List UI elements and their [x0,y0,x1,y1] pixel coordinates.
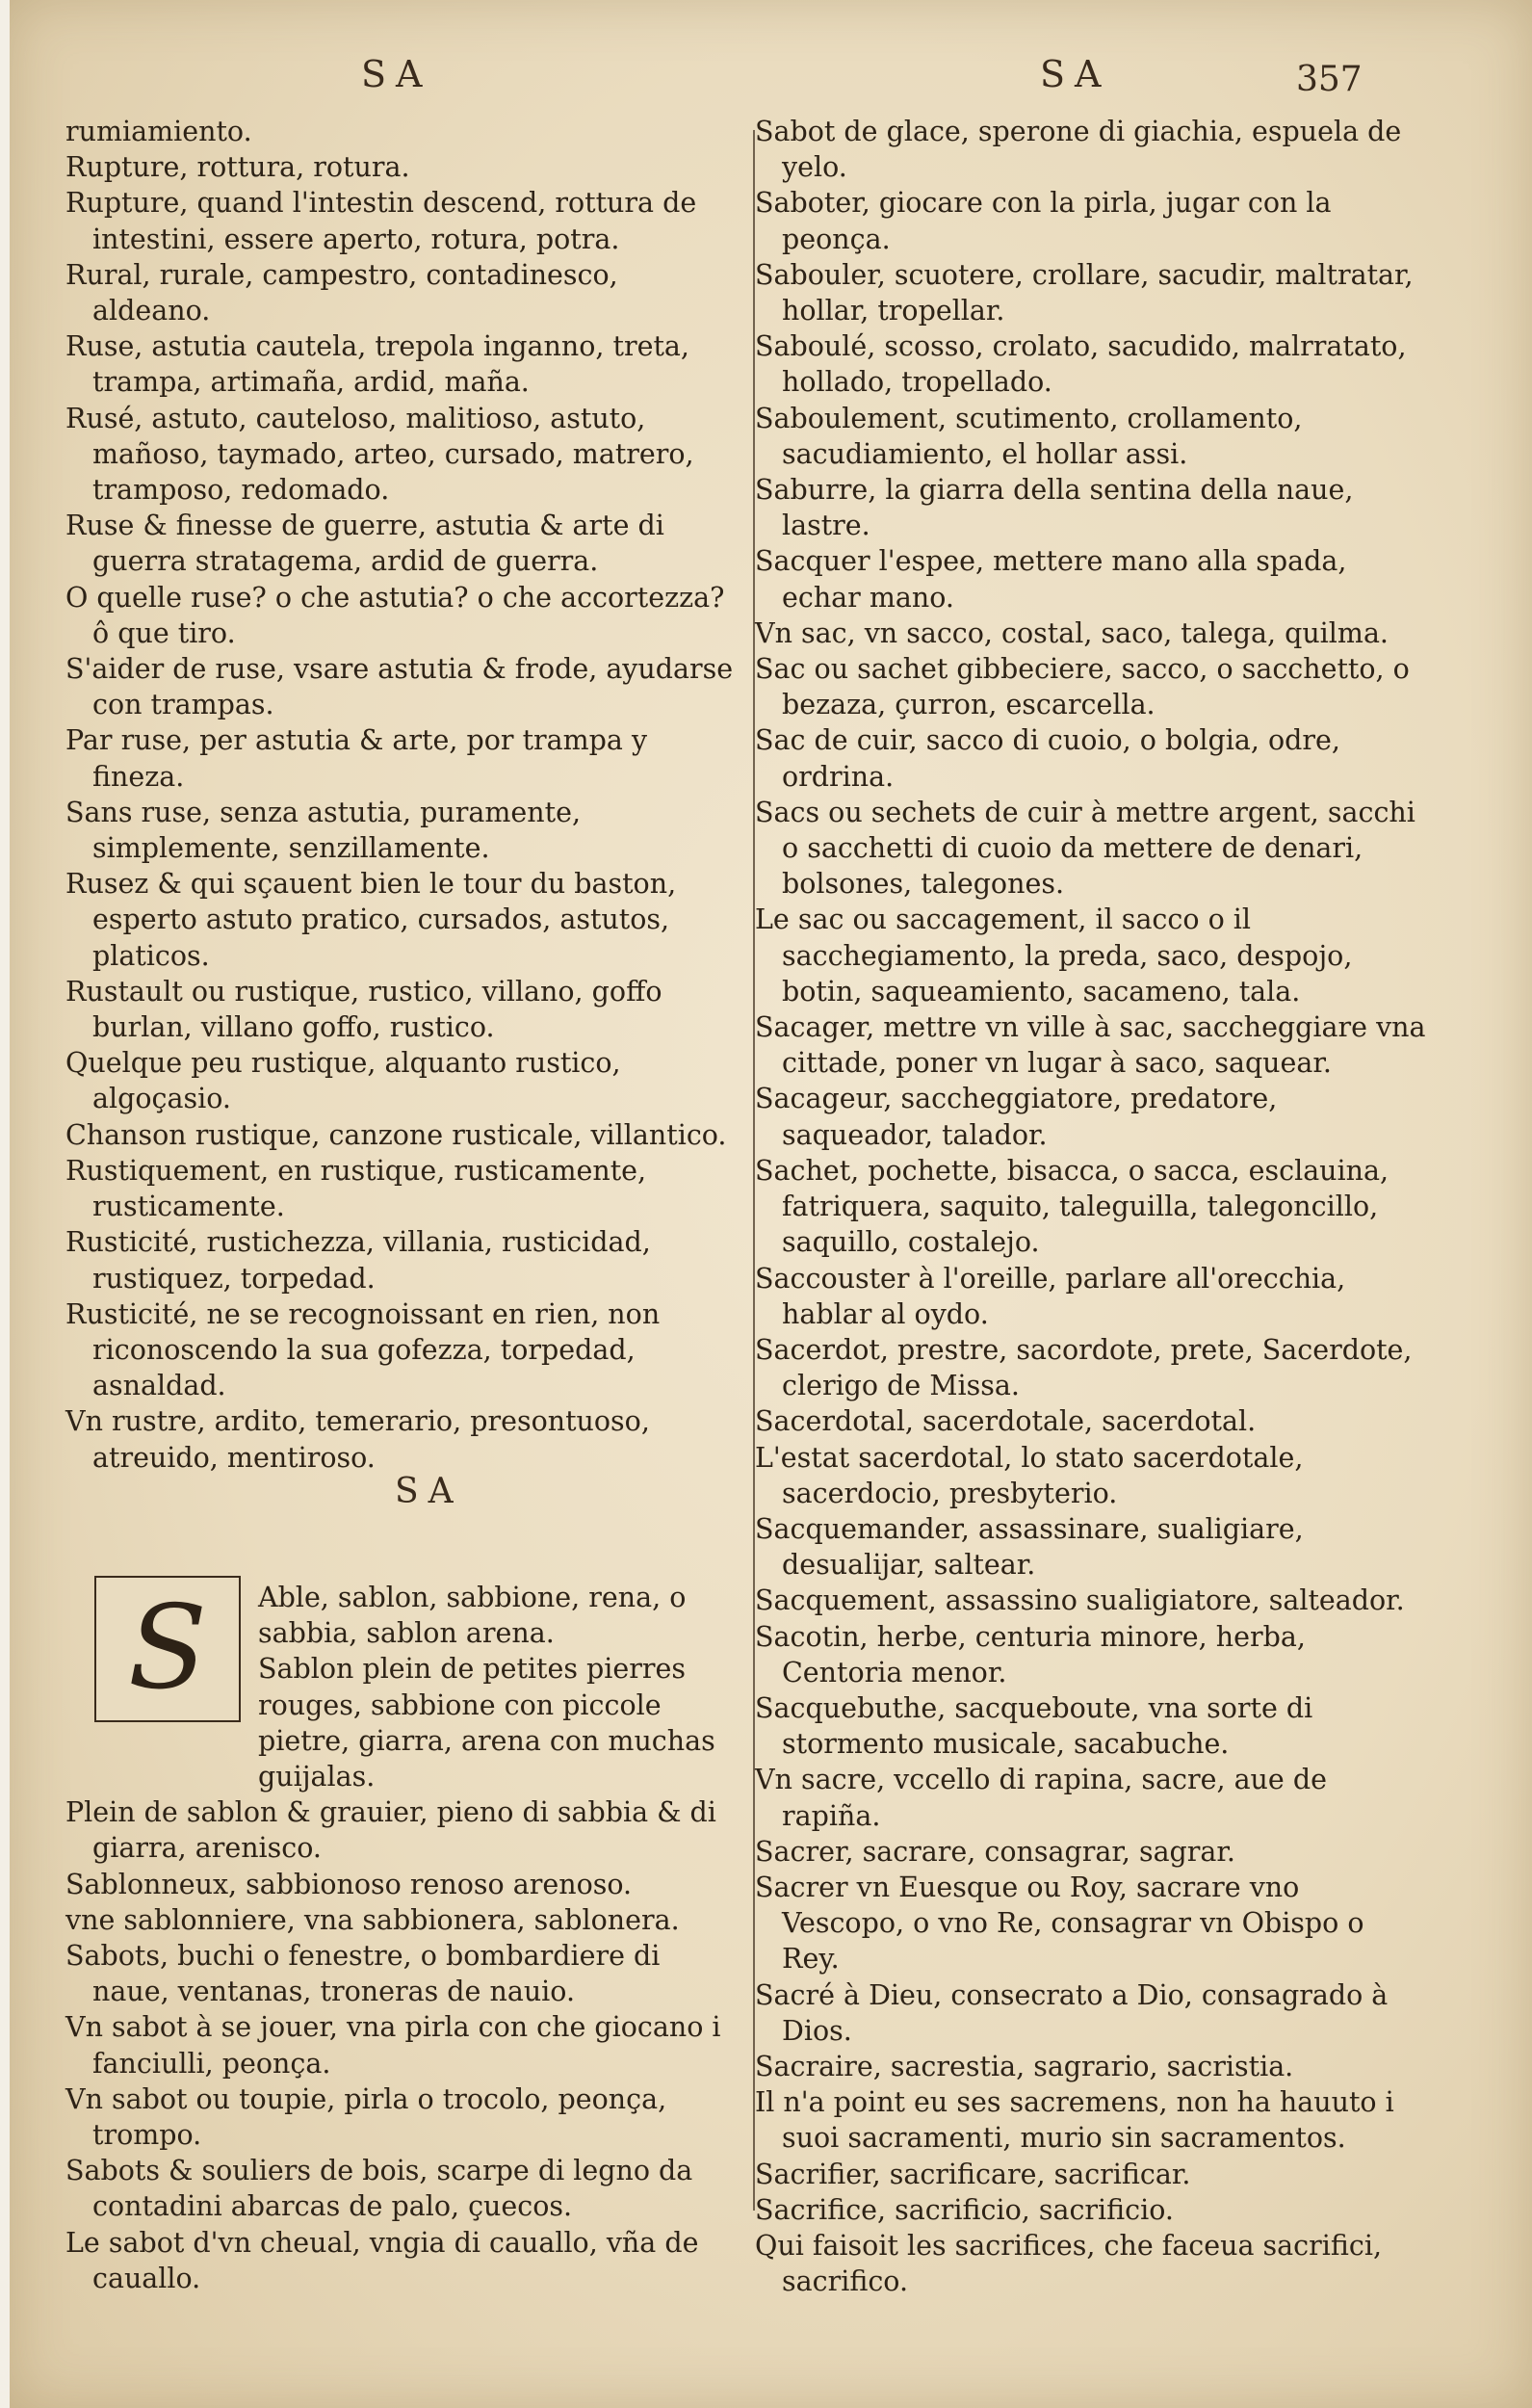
entry: Sacotin, herbe, centuria minore, herba, Centoria menor. [755,1620,1306,1688]
entry: Sacquebuthe, sacqueboute, vna sorte di stormento musicale, sacabuche. [755,1691,1313,1761]
entry: Sacrifice, sacrificio, sacrificio. [755,2193,1174,2226]
entry: Sacerdot, prestre, sacordote, prete, Sacerdote, clerigo de Missa. [755,1333,1413,1402]
entry: Able, sablon, sabbione, rena, o sabbia, sablon arena. [258,1582,687,1650]
entry: Rustiquement, en rustique, rusticamente, rusticamente. [65,1154,647,1223]
page-number: 357 [1296,60,1363,99]
entry: Vn sacre, vccello di rapina, sacre, aue de rapiña. [755,1764,1327,1832]
right-column [755,114,1429,2299]
entry: Saboter, giocare con la pirla, jugar con la peonça. [755,187,1332,255]
entry: Sans ruse, senza astutia, puramente, simplemente, senzillamente. [65,796,582,865]
drop-cap-letter: S [127,1582,208,1715]
entry: Sacrifier, sacrificare, sacrificar. [755,2158,1191,2190]
entry: Sacquer l'espee, mettere mano alla spada, echar mano. [755,545,1347,614]
entry: Saccouster à l'oreille, parlare all'orecchia, hablar al oydo. [755,1262,1346,1330]
entry: Sacraire, sacrestia, sagrario, sacristia. [755,2050,1294,2082]
entry: Quelque peu rustique, alquanto rustico, algoçasio. [65,1047,621,1115]
entry: S'aider de ruse, vsare astutia & frode, ayudarse con trampas. [65,653,734,721]
entry: Vn rustre, ardito, temerario, presontuoso, atreuido, mentiroso. [65,1405,650,1474]
entry: Sacager, mettre vn ville à sac, saccheggiare vna cittade, poner vn lugar à saco, saquear. [755,1011,1426,1080]
entry: Sacrer vn Euesque ou Roy, sacrare vno Vescopo, o vno Re, consagrar vn Obispo o Rey. [755,1871,1364,1976]
entry: Le sac ou saccagement, il sacco o il sacchegiamento, la preda, saco, despojo, botin, saqueamiento, sacameno, tala. [755,903,1353,1008]
entry: Saboulé, scosso, crolato, sacudido, malrratato, hollado, tropellado. [755,330,1407,399]
entry: Sacrer, sacrare, consagrar, sagrar. [755,1835,1235,1868]
entry: Rusez & qui sçauent bien le tour du baston, esperto astuto pratico, cursados, astutos, platicos. [65,868,677,972]
entry: Ruse, astutia cautela, trepola inganno, treta, trampa, artimaña, ardid, maña. [65,330,689,399]
entry: Sabots, buchi o fenestre, o bombardiere di naue, ventanas, troneras de nauio. [65,1940,661,2008]
entry: Il n'a point eu ses sacremens, non ha hauuto i suoi sacramenti, murio sin sacramentos. [755,2086,1394,2155]
entry: Rustault ou rustique, rustico, villano, goffo burlan, villano goffo, rustico. [65,975,662,1044]
entry: Chanson rustique, canzone rusticale, villantico. [65,1118,727,1151]
entry: Sachet, pochette, bisacca, o sacca, esclauina, fatriquera, saquito, taleguilla, talegoncillo, saquillo, costalejo. [755,1154,1389,1259]
entry: Sac ou sachet gibbeciere, sacco, o sacchetto, o bezaza, çurron, escarcella. [755,653,1410,721]
entry: Plein de sablon & grauier, pieno di sabbia & di giarra, arenisco. [65,1796,716,1865]
entry: Rural, rurale, campestro, contadinesco, aldeano. [65,258,618,327]
entry: Sabots & souliers de bois, scarpe di legno da contadini abarcas de palo, çuecos. [65,2155,693,2223]
left-column [65,114,740,1476]
entry: Sabot de glace, sperone di giachia, espuela de yelo. [755,116,1402,184]
entry: Rupture, rottura, rotura. [65,151,410,184]
entry: Rusé, astuto, cauteloso, malitioso, astuto, mañoso, taymado, arteo, cursado, matrero, tramposo, redomado. [65,402,694,507]
entry: rumiamiento. [65,116,252,147]
entry: Sacquement, assassino sualigiatore, salteador. [755,1584,1405,1617]
entry: Ruse & finesse de guerre, astutia & arte di guerra stratagema, ardid de guerra. [65,510,664,578]
left-column-section [65,1580,740,2296]
entry: vne sablonniere, vna sabbionera, sablonera. [65,1903,680,1936]
entry: Rupture, quand l'intestin descend, rottura de intestini, essere aperto, rotura, potra. [65,187,697,255]
entry: Vn sac, vn sacco, costal, saco, talega, quilma. [755,616,1389,649]
entry: Sablon plein de petites pierres rouges, sabbione con piccole pietre, giarra, arena con muchas guijalas. [258,1653,715,1793]
entry: Saburre, la giarra della sentina della naue, lastre. [755,474,1354,542]
entry: Qui faisoit les sacrifices, che faceua sacrifici, sacrifico. [755,2229,1383,2298]
entry: L'estat sacerdotal, lo stato sacerdotale, sacerdocio, presbyterio. [755,1441,1304,1509]
entry: Sablonneux, sabbionoso renoso arenoso. [65,1868,633,1900]
left-running-header: SA [361,53,432,95]
entry: Sacquemander, assassinare, sualigiare, desualijar, saltear. [755,1512,1304,1582]
entry: Rusticité, rustichezza, villania, rusticidad, rustiquez, torpedad. [65,1226,651,1295]
entry: Saboulement, scutimento, crollamento, sacudiamiento, el hollar assi. [755,402,1303,470]
entry: Rusticité, ne se recognoissant en rien, non riconoscendo la sua gofezza, torpedad, asnaldad. [65,1297,661,1402]
entry: O quelle ruse? o che astutia? o che accortezza? ô que tiro. [65,581,725,649]
entry: Sac de cuir, sacco di cuoio, o bolgia, odre, ordrina. [755,724,1340,793]
entry: Sacerdotal, sacerdotale, sacerdotal. [755,1405,1257,1438]
entry: Vn sabot ou toupie, pirla o trocolo, peonça, trompo. [65,2082,667,2152]
entry: Sacageur, saccheggiatore, predatore, saqueador, talador. [755,1083,1278,1151]
section-heading: SA [395,1472,463,1511]
entry: Par ruse, per astutia & arte, por trampa y fineza. [65,724,648,793]
entry: Vn sabot à se jouer, vna pirla con che giocano i fanciulli, peonça. [65,2011,721,2080]
entry: Le sabot d'vn cheual, vngia di cauallo, vña de cauallo. [65,2226,699,2294]
right-running-header: SA [1040,53,1111,95]
entry: Sacs ou sechets de cuir à mettre argent, sacchi o sacchetti di cuoio da mettere de denari, bolsones, talegones. [755,796,1415,901]
book-page [10,0,1532,2408]
entry: Sacré à Dieu, consecrato a Dio, consagrado à Dios. [755,1978,1389,2047]
entry: Sabouler, scuotere, crollare, sacudir, maltratar, hollar, tropellar. [755,258,1414,327]
